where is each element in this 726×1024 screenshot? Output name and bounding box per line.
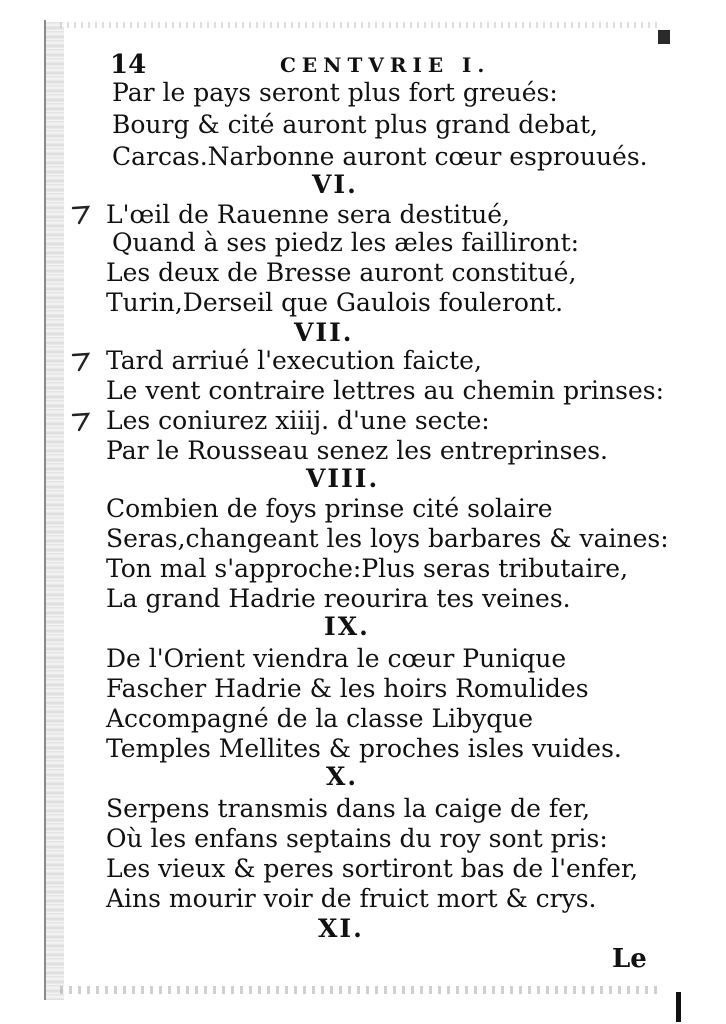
verse-line: Temples Mellites & proches isles vuides. (106, 734, 622, 763)
marginal-annotation-mark (70, 350, 92, 374)
verse-line: Où les enfans septains du roy sont pris: (106, 824, 608, 853)
verse-line: Serpens transmis dans la caige de fer, (106, 794, 591, 823)
verse-line: Accompagné de la classe Libyque (106, 704, 534, 733)
verse-line: Turin,Derseil que Gaulois fouleront. (106, 288, 564, 317)
quatrain-number: XI. (318, 914, 364, 943)
verse-line: Quand à ses piedz les æles failliront: (112, 228, 580, 257)
verse-line: Par le pays seront plus fort greués: (112, 78, 558, 107)
marginal-annotation-mark (70, 203, 92, 227)
verse-line: Ton mal s'approche:Plus seras tributaire, (106, 554, 629, 583)
verse-line: Les coniurez xiiij. d'une secte: (106, 406, 490, 435)
verse-line: Tard arriué l'execution faicte, (106, 346, 482, 375)
verse-line: De l'Orient viendra le cœur Punique (106, 644, 567, 673)
quatrain-number: VII. (294, 318, 354, 347)
verse-line: Carcas.Narbonne auront cœur esprouués. (112, 142, 648, 171)
quatrain-number: VIII. (306, 464, 380, 493)
verse-line: Fascher Hadrie & les hoirs Romulides (106, 674, 589, 703)
page-number: 14 (110, 50, 147, 80)
verse-line: Les vieux & peres sortiront bas de l'enfer, (106, 854, 639, 883)
quatrain-number: VI. (312, 170, 358, 199)
running-head: CENTVRIE I. (280, 53, 491, 77)
quatrain-number: IX. (324, 612, 370, 641)
marginal-annotation-mark (70, 410, 92, 434)
verse-line: Combien de foys prinse cité solaire (106, 494, 553, 523)
verse-line: Seras,changeant les loys barbares & vaines: (106, 524, 669, 553)
verse-line: Le vent contraire lettres au chemin prinses: (106, 376, 665, 405)
verse-line: Par le Rousseau senez les entreprinses. (106, 436, 608, 465)
verse-line: Les deux de Bresse auront constitué, (106, 258, 577, 287)
verse-line: La grand Hadrie reourira tes veines. (106, 584, 571, 613)
catchword: Le (612, 944, 647, 974)
verse-line: Bourg & cité auront plus grand debat, (112, 110, 598, 139)
verse-line: Ains mourir voir de fruict mort & crys. (106, 884, 597, 913)
quatrain-number: X. (326, 762, 359, 791)
verse-line: L'œil de Rauenne sera destitué, (106, 200, 511, 229)
